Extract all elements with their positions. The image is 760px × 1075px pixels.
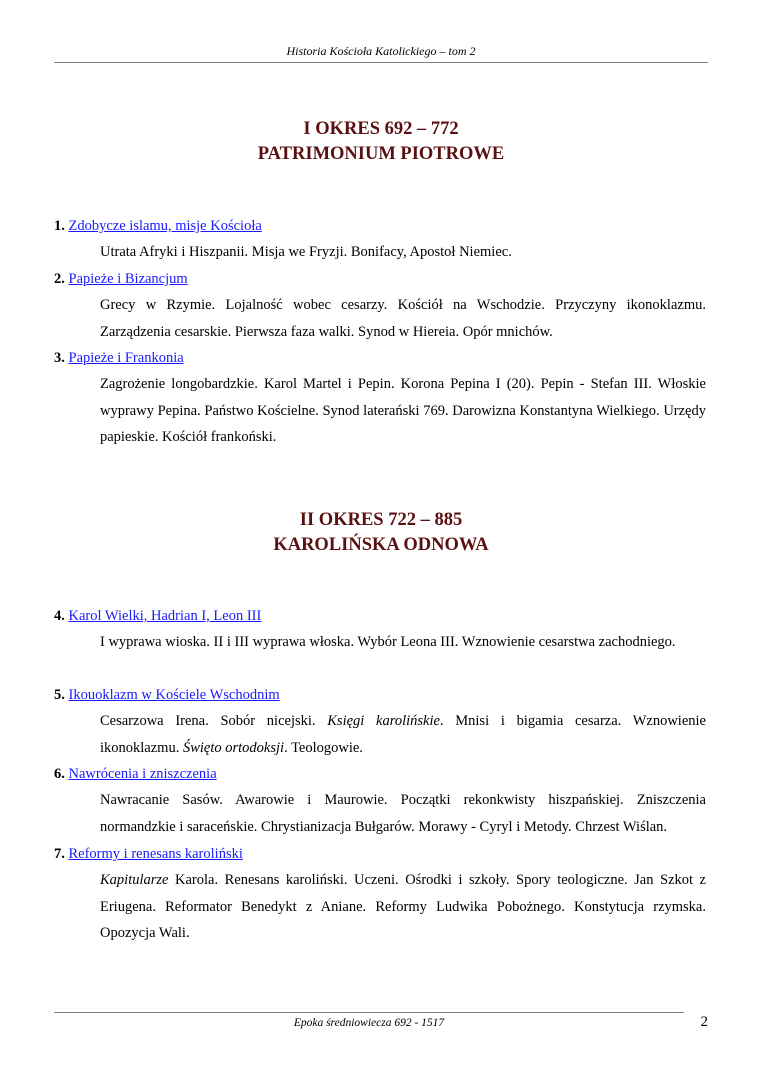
body-text: Utrata Afryki i Hiszpanii. Misja we Fryzji. Bonifacy, Apostoł Niemiec. <box>100 244 512 260</box>
body-text: . Teologowie. <box>284 739 363 756</box>
period-title-line2: KAROLIŃSKA ODNOWA <box>273 535 489 555</box>
body-text: I wyprawa wioska. II i III wyprawa włoska. Wybór Leona III. Wznowienie cesarstwa zachodniego. <box>100 634 676 650</box>
section-number: 4. <box>54 608 65 624</box>
section-body <box>100 787 706 840</box>
period-title <box>54 117 708 167</box>
italic-title: Święto ortodoksji <box>182 739 285 756</box>
body-text: . Mnisi i bigamia cesarza. Wznowienie ikonoklazmu. <box>100 713 706 756</box>
period-title-line2: PATRIMONIUM PIOTROWE <box>257 144 505 164</box>
header-rule <box>54 62 708 63</box>
section-body <box>100 867 706 947</box>
section-item <box>54 345 706 451</box>
section-item <box>54 682 706 761</box>
section-link[interactable]: Nawrócenia i zniszczenia <box>68 766 217 782</box>
body-text: Grecy w Rzymie. Lojalność wobec cesarzy. Kościół na Wschodzie. Przyczyny ikonoklazmu. Zarządzenia cesarskie. Pierwsza faza walki. Synod w Hiereia. Opór mnichów. <box>100 297 706 340</box>
body-text: Karola. Renesans karoliński. Uczeni. Ośrodki i szkoły. Spory teologiczne. Jan Szkot z Eriugena. Reformator Benedykt z Aniane. Reformy Ludwika Pobożnego. Konstytucja rzymska. Opozycja Wali. <box>100 872 706 941</box>
italic-title: Kapitularze <box>100 872 169 888</box>
period-title <box>54 508 708 558</box>
section-item <box>54 761 706 840</box>
section-link[interactable]: Ikouoklazm w Kościele Wschodnim <box>68 687 280 703</box>
period-title-line1: I OKRES 692 – 772 <box>303 119 459 139</box>
section-number: 1. <box>54 218 65 234</box>
running-footer: Epoka średniowiecza 692 - 1517 <box>293 1017 445 1029</box>
section-number: 3. <box>54 350 65 366</box>
section-link[interactable]: Papieże i Bizancjum <box>68 271 188 287</box>
section-link[interactable]: Papieże i Frankonia <box>68 350 184 366</box>
section-link[interactable]: Zdobycze islamu, misje Kościoła <box>68 218 262 234</box>
footer-rule <box>54 1012 684 1013</box>
period-title-line1: II OKRES 722 – 885 <box>299 510 463 530</box>
section-item <box>54 213 706 266</box>
section-number: 6. <box>54 766 65 782</box>
section-item <box>54 266 706 345</box>
section-link[interactable]: Karol Wielki, Hadrian I, Leon III <box>68 608 262 624</box>
running-header: Historia Kościoła Katolickiego – tom 2 <box>286 44 476 58</box>
body-text: Cesarzowa Irena. Sobór nicejski. <box>100 713 328 729</box>
section-item <box>54 841 706 947</box>
section-body <box>100 371 706 451</box>
body-text: Zagrożenie longobardzkie. Karol Martel i Pepin. Korona Pepina I (20). Pepin - Stefan III. Włoskie wyprawy Pepina. Państwo Kościelne. Synod laterański 769. Darowizna Konstantyna Wielkiego. Urzędy papieskie. Kościół frankoński. <box>100 376 706 445</box>
section-number: 2. <box>54 271 65 287</box>
page-number: 2 <box>700 1014 708 1030</box>
section-item <box>54 603 706 656</box>
body-text: Nawracanie Sasów. Awarowie i Maurowie. Początki rekonkwisty hiszpańskiej. Zniszczenia normandzkie i saraceńskie. Chrystianizacja Bułgarów. Morawy - Cyryl i Metody. Chrzest Wiślan. <box>100 792 706 835</box>
italic-title: Księgi karolińskie <box>327 713 440 729</box>
section-body <box>100 629 706 656</box>
section-body <box>100 292 706 345</box>
section-body <box>100 708 706 761</box>
section-body <box>100 239 706 266</box>
section-link[interactable]: Reformy i renesans karoliński <box>68 846 243 862</box>
section-number: 5. <box>54 687 65 703</box>
section-number: 7. <box>54 846 65 862</box>
